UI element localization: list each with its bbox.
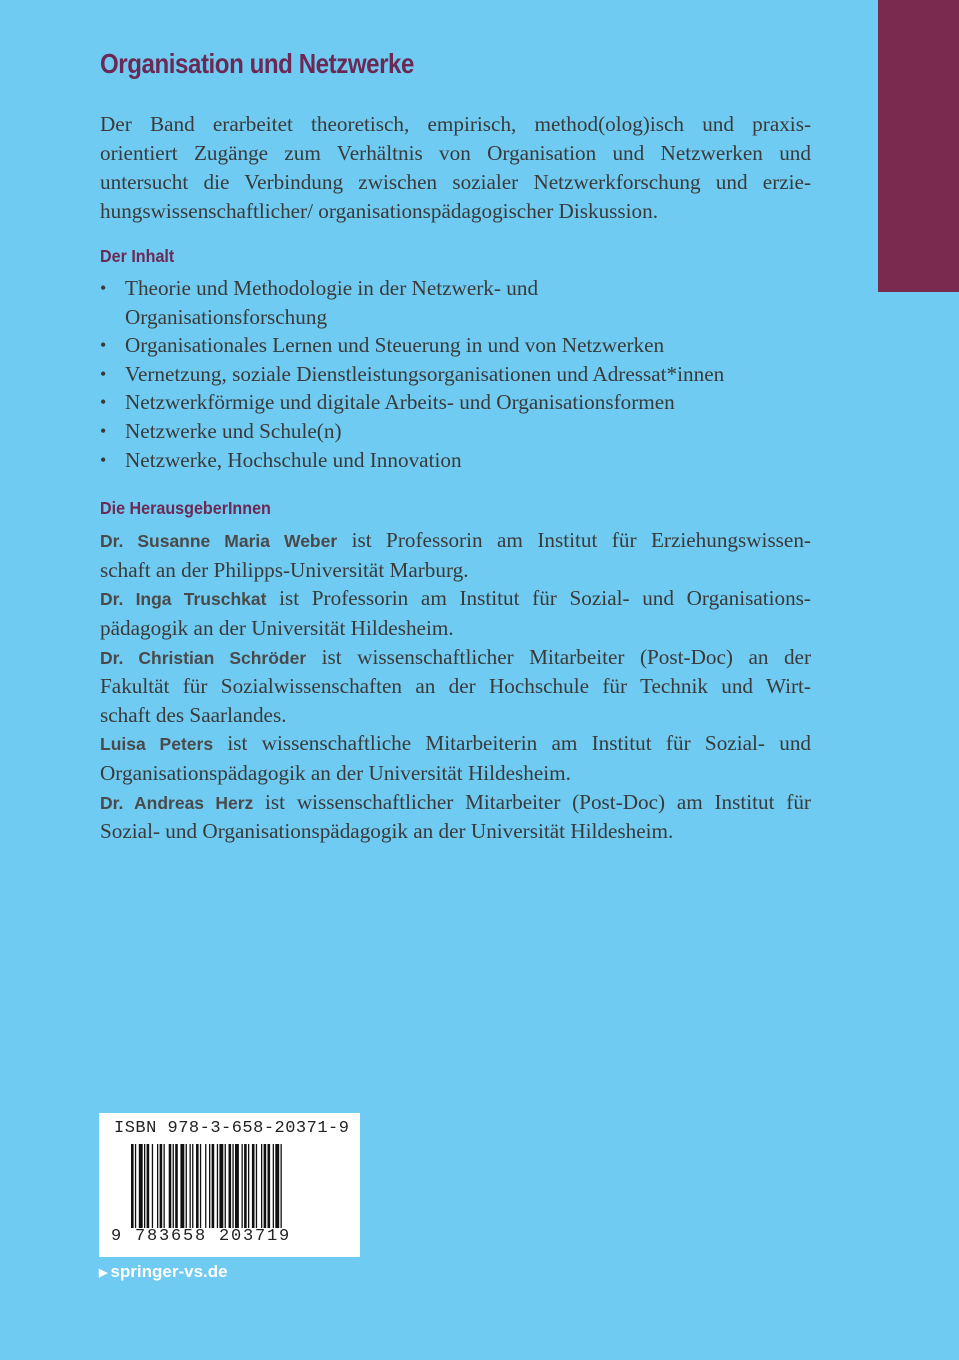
editor-bio: [100, 729, 811, 787]
barcode-bar: [173, 1144, 174, 1228]
barcode-bar: [190, 1144, 191, 1228]
barcode-bar: [244, 1144, 247, 1228]
bio-line: Organisationspädagogik an der Universität Hildesheim.: [100, 760, 571, 785]
barcode-bar: [139, 1144, 143, 1228]
barcode-bar: [169, 1144, 172, 1228]
contents-heading: Der Inhalt: [100, 246, 175, 266]
barcode-bar: [175, 1144, 178, 1228]
barcode-bar: [229, 1144, 232, 1228]
editor-bio: [100, 643, 811, 730]
bio-text: ist Professorin am Institut für Erziehungswissen-: [337, 528, 811, 553]
editor-name: Dr. Andreas Herz: [100, 792, 254, 813]
barcode-bar: [152, 1144, 153, 1228]
bio-text: ist Professorin am Institut für Sozial- und Organisations-: [266, 586, 811, 611]
bio-text: ist wissenschaftliche Mitarbeiterin am Institut für Sozial- und: [213, 731, 812, 756]
barcode-bar: [256, 1144, 257, 1228]
barcode-bar: [144, 1144, 145, 1228]
bio-text: ist wissenschaftlicher Mitarbeiter (Post-Doc) an der: [306, 644, 811, 669]
barcode-bar: [261, 1144, 262, 1228]
editor-name: Dr. Susanne Maria Weber: [100, 531, 338, 552]
barcode-bar: [147, 1144, 150, 1228]
barcode-bar: [131, 1144, 134, 1228]
barcode-bar: [273, 1144, 274, 1228]
book-description: [100, 110, 811, 226]
description-line: orientiert Zugänge zum Verhältnis von Organisation und Netzwerken und: [100, 141, 811, 165]
bio-text: ist wissenschaftlicher Mitarbeiter (Post-Doc) am Institut für: [253, 789, 811, 814]
barcode-bar: [217, 1144, 218, 1228]
description-line: hungswissenschaftlicher/ organisationspädagogischer Diskussion.: [100, 199, 659, 223]
triangle-right-icon: ▶: [99, 1266, 108, 1279]
barcode-bar: [268, 1144, 271, 1228]
barcode-bar: [180, 1144, 184, 1228]
bio-line: [100, 788, 811, 818]
ean-digits: 9 783658 203719: [111, 1227, 292, 1246]
barcode-bar: [157, 1144, 158, 1228]
description-line: untersucht die Verbindung zwischen sozialer Netzwerkforschung und erzie-: [100, 170, 811, 194]
bio-line: schaft des Saarlandes.: [100, 702, 287, 727]
barcode-bar: [219, 1144, 223, 1228]
isbn-label: ISBN 978-3-658-20371-9: [114, 1119, 350, 1138]
contents-item: • Vernetzung, soziale Dienstleistungsorganisationen und Adressat*innen: [100, 360, 811, 389]
barcode-bar: [275, 1144, 279, 1228]
description-line: Der Band erarbeitet theoretisch, empirisch, method(olog)isch und praxis-: [100, 112, 811, 136]
editor-name: Dr. Inga Truschkat: [100, 589, 267, 610]
barcode-bar: [242, 1144, 243, 1228]
barcode-bar: [248, 1144, 249, 1228]
bio-line: [100, 729, 811, 759]
contents-list: [100, 274, 811, 474]
barcode-bar: [225, 1144, 226, 1228]
editor-name: Luisa Peters: [100, 734, 214, 755]
bio-line: schaft an der Philipps-Universität Marburg.: [100, 557, 469, 582]
book-title: Organisation und Netzwerke: [100, 48, 414, 79]
contents-item: [100, 274, 811, 331]
editors-heading: Die HerausgeberInnen: [100, 498, 271, 519]
cover-color-tab: [878, 0, 959, 292]
barcode-bar: [264, 1144, 267, 1228]
barcode-bar: [205, 1144, 206, 1228]
barcode-bar: [160, 1144, 163, 1228]
barcode-bar: [235, 1144, 239, 1228]
bio-line: Sozial- und Organisationspädagogik an der Universität Hildesheim.: [100, 819, 674, 844]
contents-item: • Netzwerkförmige und digitale Arbeits- und Organisationsformen: [100, 388, 811, 417]
barcode-bar: [135, 1144, 136, 1228]
barcode-bar: [186, 1144, 187, 1228]
barcode-bar: [232, 1144, 233, 1228]
contents-item-text: Organisationsforschung: [125, 304, 328, 329]
editor-bio: [100, 788, 811, 846]
contents-item: • Organisationales Lernen und Steuerung in und von Netzwerken: [100, 331, 811, 360]
barcode-bar: [281, 1144, 282, 1228]
back-cover-text: [100, 46, 811, 846]
editors-bios: [100, 526, 811, 846]
barcode-bar: [209, 1144, 210, 1228]
bio-line: pädagogik an der Universität Hildesheim.: [100, 615, 454, 640]
contents-item-text: • Theorie und Methodologie in der Netzwerk- und: [125, 276, 539, 300]
barcode-bar: [212, 1144, 215, 1228]
bio-line: Fakultät für Sozialwissenschaften an der Hochschule für Technik und Wirt-: [100, 674, 811, 699]
bio-line: [100, 584, 811, 614]
contents-item: • Netzwerke, Hochschule und Innovation: [100, 446, 811, 475]
publisher-link[interactable]: [99, 1262, 228, 1282]
barcode-bar: [200, 1144, 201, 1228]
bio-line: [100, 643, 811, 673]
editor-bio: [100, 526, 811, 584]
barcode-bar: [164, 1144, 165, 1228]
bio-line: [100, 526, 811, 556]
barcode-bar: [196, 1144, 199, 1228]
editor-name: Dr. Christian Schröder: [100, 647, 307, 668]
barcode-bars: [131, 1144, 331, 1228]
editor-bio: [100, 584, 811, 642]
contents-item: • Netzwerke und Schule(n): [100, 417, 811, 446]
barcode-bar: [252, 1144, 255, 1228]
publisher-url: springer-vs.de: [110, 1262, 228, 1281]
isbn-barcode: [99, 1113, 360, 1257]
barcode-bar: [192, 1144, 193, 1228]
